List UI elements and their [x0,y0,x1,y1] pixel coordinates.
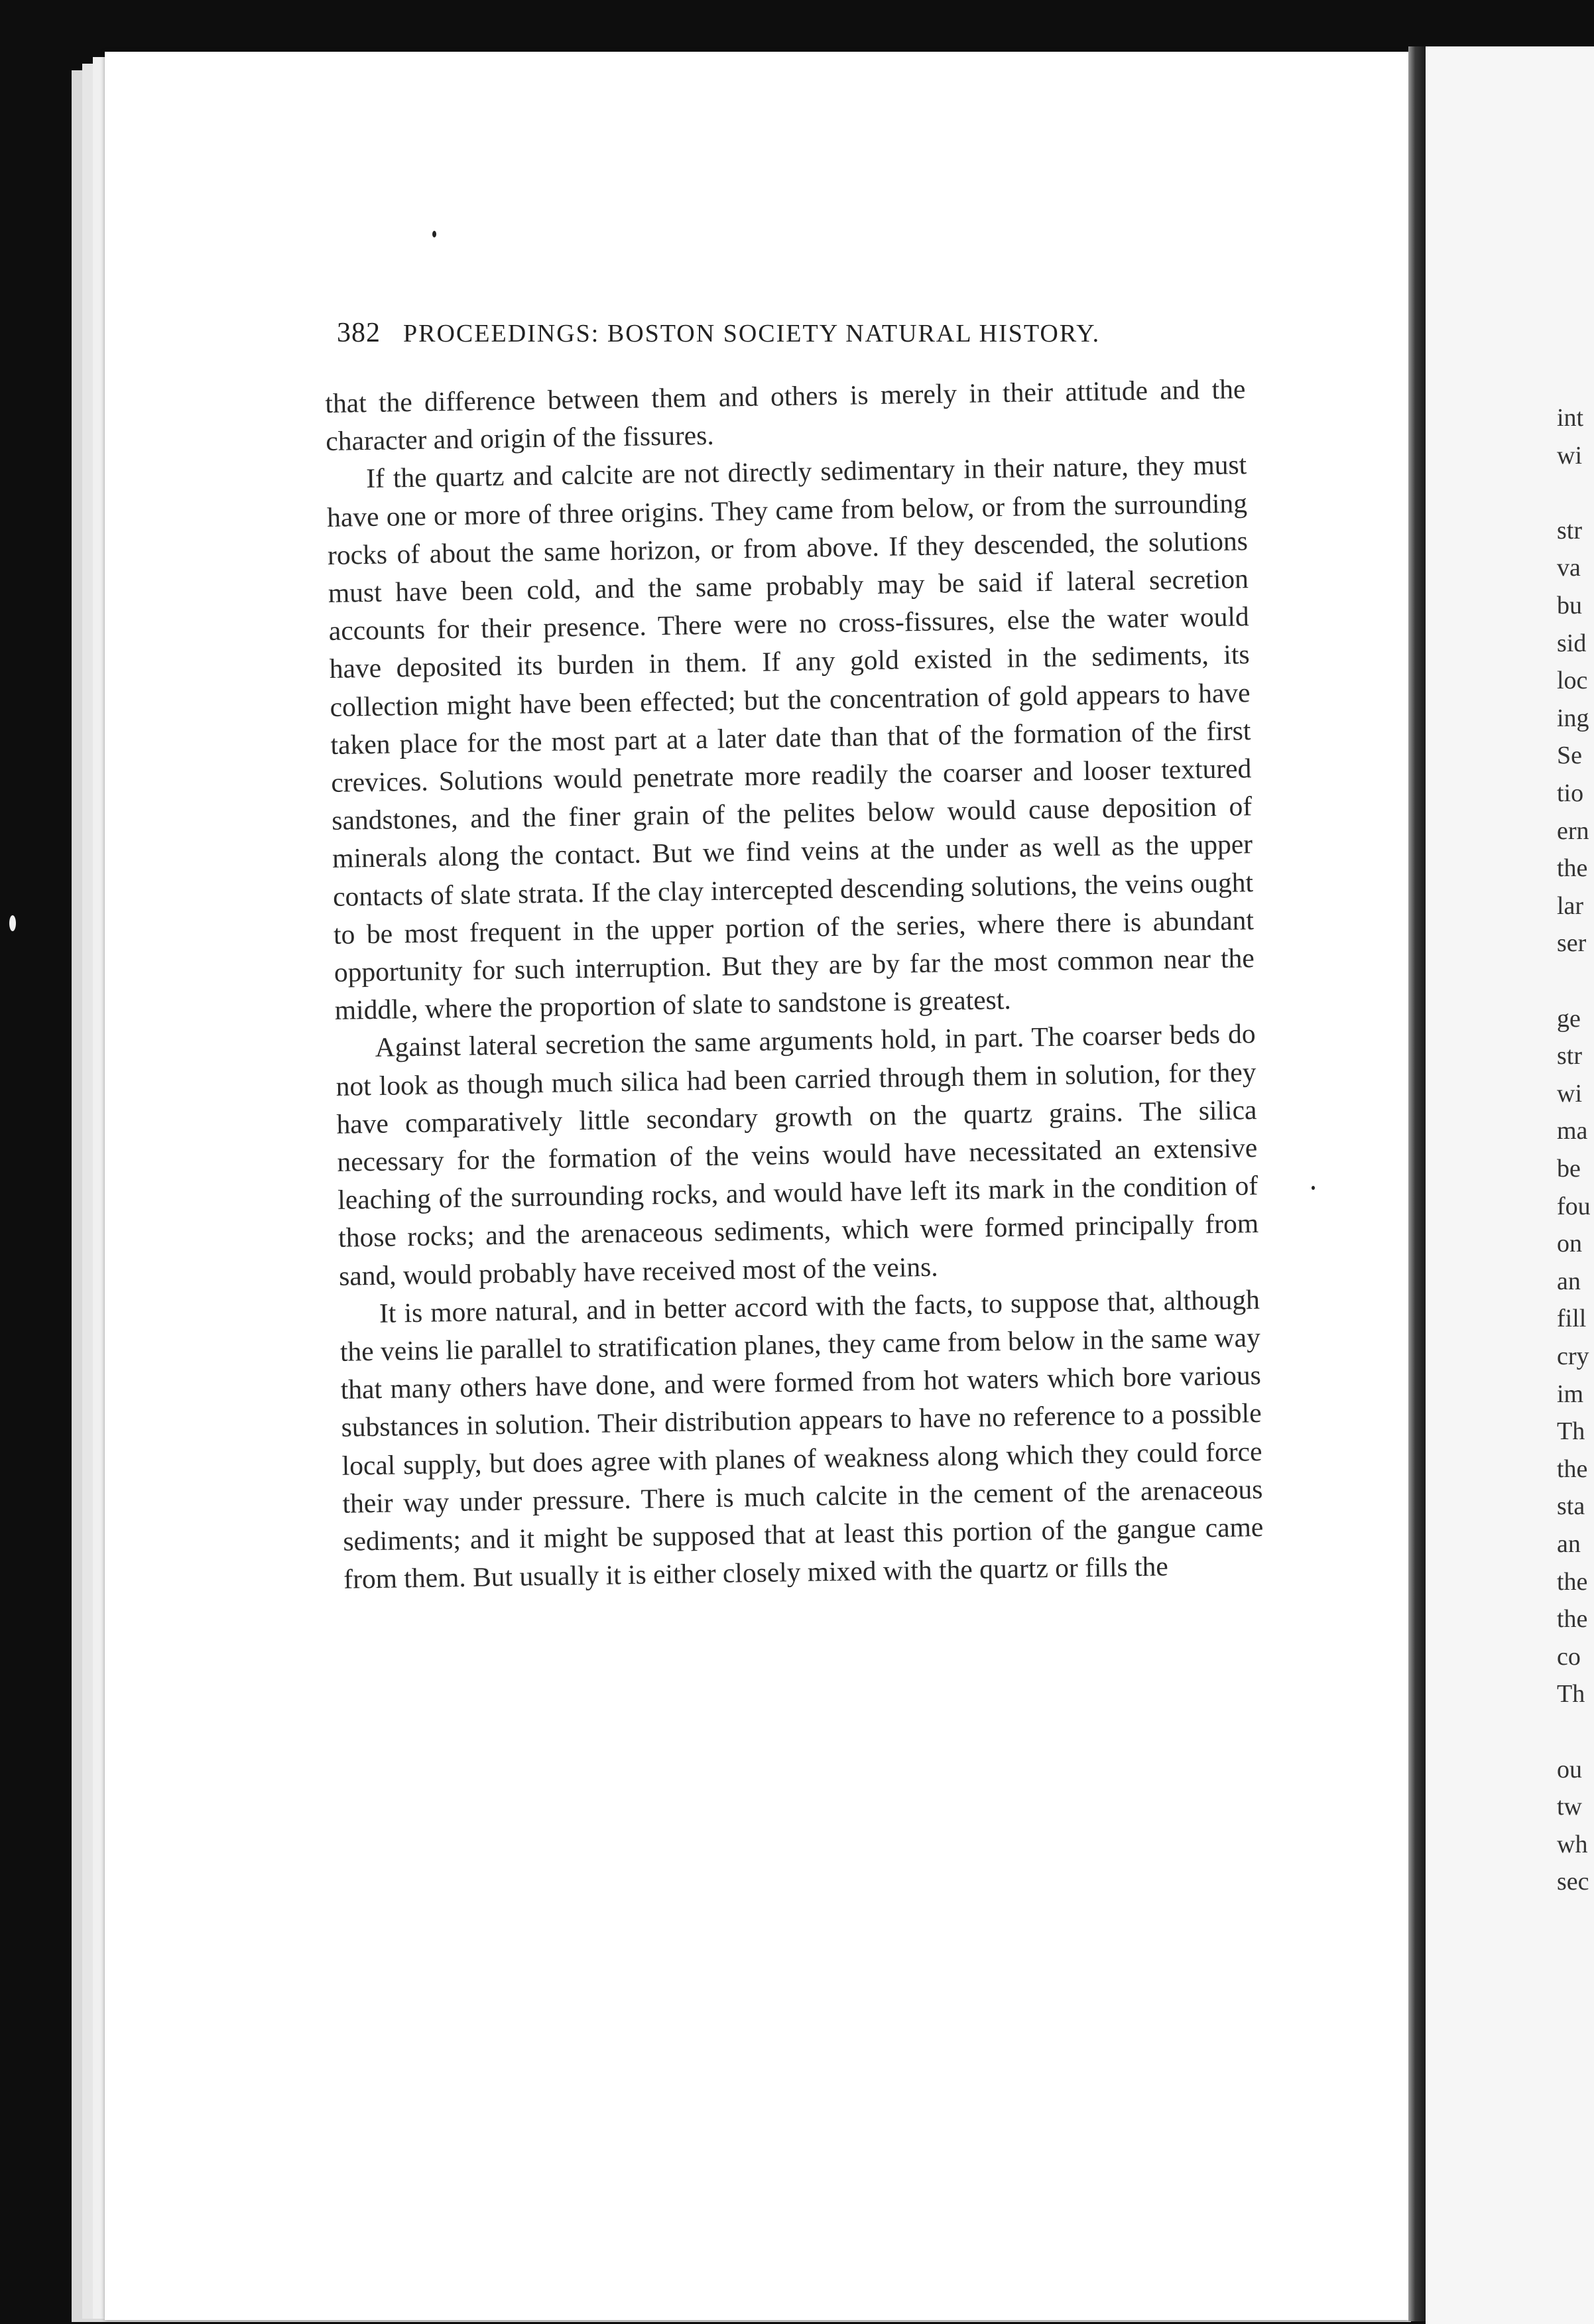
running-head [337,317,1245,349]
facing-page-fragment: str [1557,1042,1582,1070]
paragraph: It is more natural, and in better accord with the facts, to suppose that, although the veins lie parallel to stratification planes, they came from below in the same way that many others have done, and were formed from hot waters which bore various substances in solution. Their distribution appears to have no reference to a possible local supply, but does agree with planes of weakness along which they could force their way under pressure. There is much calcite in the cement of the arenaceous sediments; and it might be supposed that at least this portion of the gangue came from them. But usually it is either closely mixed with the quartz or fills the [339,1283,1264,1595]
facing-page-fragment: the [1557,1454,1588,1483]
facing-page-fragment: tw [1557,1793,1582,1821]
facing-page-fragment: im [1557,1380,1584,1408]
facing-page-fragment: ern [1557,816,1589,845]
paragraph: If the quartz and calcite are not directly sedimentary in their nature, they must have one or more of three origins. They came from below, or from the surrounding rocks of about the same horizon, or from above. If they descended, the solutions must have been cold, and the same probably may be said if lateral secretion accounts for their presence. There were no cross-fissures, else the water would have deposited its burden in them. If any gold existed in the sediments, its collection might have been effected; but the concentration of gold appears to have taken place for the most part at a later date than that of the formation of the first crevices. Solutions would penetrate more readily the coarser and looser textured sandstones, and the finer grain of the pelites below would cause deposition of minerals along the contact. But we find veins at the under as well as the upper contacts of slate strata. If the clay intercepted descending solutions, the veins ought to be most frequent in the upper portion of the series, where there is abundant opportunity for such interruption. But they are by far the most common near the middle, where the proportion of slate to sandstone is greatest. [326,449,1255,1026]
facing-page-fragment: bu [1557,592,1582,619]
ink-speck [432,231,436,237]
facing-page-fragment: fill [1557,1305,1587,1333]
facing-page-fragment: wi [1557,1079,1582,1108]
facing-page-fragment: the [1557,1605,1588,1634]
facing-page-fragment: ser [1557,929,1587,958]
facing-page-fragment: str [1557,516,1582,545]
facing-page-fragment: wi [1557,441,1582,470]
facing-page-fragment: ing [1557,704,1589,732]
facing-page-fragment: ma [1557,1117,1588,1145]
facing-page-fragment: the [1557,1567,1588,1596]
facing-page-fragment: cry [1557,1342,1589,1370]
facing-page-fragment: sta [1557,1492,1585,1521]
facing-page-fragment: lar [1557,891,1584,920]
facing-page-fragment: the [1557,854,1588,883]
facing-page-fragment: ge [1557,1004,1581,1033]
facing-page-fragment: fou [1557,1192,1591,1220]
facing-page-fragment: on [1557,1230,1582,1258]
facing-page-fragment: loc [1557,667,1588,695]
facing-page-fragment: va [1557,554,1581,582]
facing-page-fragment: an [1557,1267,1581,1295]
facing-page-fragment: Th [1557,1680,1585,1709]
facing-page-fragment: ou [1557,1755,1582,1783]
book-gutter [1408,46,1426,2321]
ink-speck [1312,1186,1315,1190]
paragraph: Against lateral secretion the same arguments hold, in part. The coarser beds do not look as though much silica had been carried through them in solution, for they have comparatively little secondary growth on the quartz grains. The silica necessary for the formation of the veins would have necessitated an extensive leaching of the surrounding rocks, and would have left its mark in the condition of those rocks; and the arenaceous sediments, which were formed principally from sand, would probably have received most of the veins. [336,1018,1259,1291]
facing-page-fragment: co [1557,1642,1581,1671]
facing-page-fragment: Se [1557,742,1582,770]
body-text [325,370,1269,1930]
facing-page-fragment: an [1557,1530,1581,1558]
facing-page-fragment: sec [1557,1868,1589,1896]
running-title: PROCEEDINGS: BOSTON SOCIETY NATURAL HISTORY. [403,320,1101,348]
facing-page-fragment: Th [1557,1417,1585,1446]
facing-page-fragment: wh [1557,1830,1588,1858]
facing-page [1426,46,1594,2324]
scan-artifact [9,915,16,931]
page-number: 382 [337,318,381,348]
facing-page-fragment: sid [1557,629,1587,657]
facing-page-fragment: tio [1557,779,1584,807]
paragraph: that the difference between them and others is merely in their attitude and the character and origin of the fissures. [325,373,1246,457]
facing-page-fragment: be [1557,1155,1581,1183]
facing-page-fragment: int [1557,404,1584,432]
